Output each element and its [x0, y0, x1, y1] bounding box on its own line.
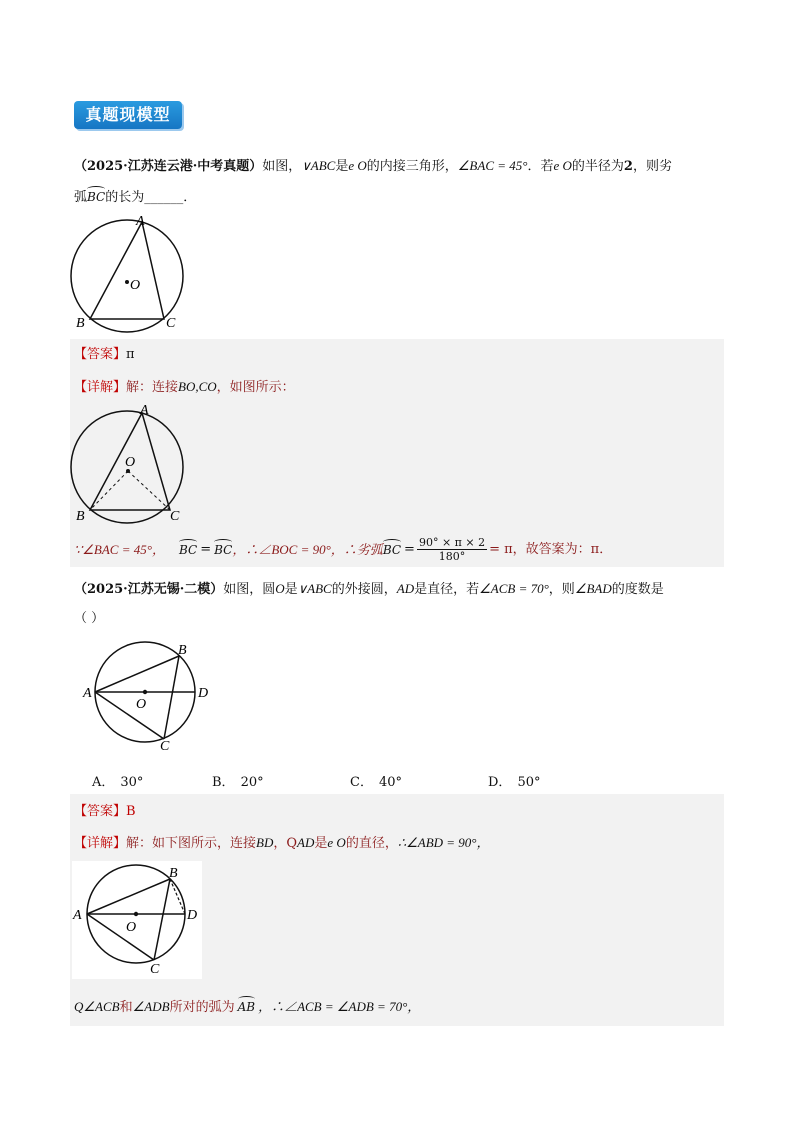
q1-label-C: C: [166, 316, 176, 331]
q1-label-A: A: [136, 214, 145, 229]
ans2-segment-BC: [154, 879, 170, 960]
ans1-calc-c: =: [404, 541, 415, 557]
ans2-last-e: ，∴∠ACB = ∠ADB = 70°，: [258, 999, 421, 1014]
ans2-last-c: ∠ADB: [132, 999, 170, 1014]
ans2-detail-line: [74, 834, 490, 853]
q2-angle: ∠ACB = 70°: [479, 581, 549, 596]
ans2-label-A: A: [73, 908, 82, 923]
q1-circ2: e O: [553, 158, 572, 173]
ans1-detail-vars: BO,CO: [178, 379, 217, 394]
ans1-answer-value: π: [126, 347, 135, 362]
q1-text-b: 是: [335, 159, 349, 174]
ans1-calc-line: [74, 536, 612, 563]
ans1-segment-BO: [90, 471, 128, 510]
q2-text-a: 如图，圆: [223, 582, 276, 597]
q2-line2: （ ）: [74, 611, 105, 626]
ans2-detail-d: 的直径，: [345, 836, 398, 851]
ans1-detail-line: [74, 378, 295, 397]
ans2-circ: e O: [327, 835, 346, 850]
ans1-label-C: C: [170, 509, 180, 524]
ans1-label-B: B: [76, 509, 85, 524]
ans1-calc-b: ，∴∠BOC = 90°，∴劣弧: [232, 541, 383, 557]
q2-option-b-value: 20°: [240, 775, 264, 790]
q2-option-d[interactable]: [488, 771, 540, 790]
q2-option-c-value: 40°: [378, 775, 402, 790]
ans1-detail-end: ，如图所示：: [216, 380, 295, 395]
q2-angle2: ∠BAD: [574, 581, 612, 596]
q1-line2-a: 弧: [74, 190, 88, 205]
q2-text-d: 是直径，若: [414, 582, 480, 597]
ans1-frac-num: 90° × π × 2: [418, 536, 486, 549]
q2-option-b-letter: B．: [212, 775, 235, 790]
q2-text-f: 的度数是: [611, 582, 664, 597]
q1-text-d: ．若: [527, 159, 554, 174]
ans2-answer-value: B: [126, 804, 136, 819]
ans2-label-C: C: [150, 962, 160, 977]
ans2-last-a: Q∠ACB: [74, 999, 120, 1014]
q2-figure: [80, 636, 220, 756]
ans1-figure: [66, 400, 191, 525]
ans2-last-arc: AB: [237, 1000, 256, 1014]
q2-option-c-letter: C．: [350, 775, 373, 790]
q2-option-d-value: 50°: [517, 775, 541, 790]
ans1-detail-tag: 【详解】: [74, 380, 127, 395]
ans1-calc-arc1: BC: [178, 542, 198, 557]
ans2-last-line: [74, 998, 420, 1017]
q1-triangle: [90, 222, 164, 319]
ans1-frac-den: 180°: [438, 550, 466, 563]
q1-figure: [66, 212, 191, 337]
q1-source: （2025·江苏连云港·中考真题）: [74, 159, 263, 174]
q2-option-d-letter: D．: [488, 775, 512, 790]
ans1-answer-tag: 【答案】: [74, 347, 127, 362]
q1-text-e: 的半径为: [571, 159, 624, 174]
q2-ad: AD: [396, 581, 415, 596]
q1-line2-b: 的长为: [105, 190, 145, 205]
q1-blank: ______: [144, 190, 184, 205]
ans2-center-dot: [134, 912, 138, 916]
ans2-bd: BD: [256, 835, 274, 850]
q2-text-c: 的外接圆，: [331, 582, 397, 597]
ans1-calc-eq: =: [200, 541, 212, 557]
q2-line1: [74, 580, 664, 599]
q1-tri: ∨ABC: [301, 158, 336, 173]
q2-center-dot: [143, 690, 147, 694]
ans1-label-O: O: [125, 455, 136, 470]
ans1-calc-d: = π，故答案为：π．: [489, 541, 613, 557]
ans2-label-B: B: [169, 866, 178, 881]
ans2-segment-AB: [87, 879, 170, 914]
q2-option-a[interactable]: [92, 771, 143, 790]
section-badge: 真题现模型: [74, 101, 182, 129]
q1-arc-label: BC: [87, 190, 106, 204]
ans1-fraction: [417, 536, 487, 563]
ans2-segment-AC: [87, 914, 154, 960]
ans2-last-d: 所对的弧为: [169, 1000, 235, 1015]
q2-text-e: ，则: [548, 582, 575, 597]
q1-text-f: ，则劣: [632, 159, 672, 174]
ans2-label-O: O: [126, 920, 137, 935]
ans1-label-A: A: [140, 403, 149, 418]
q2-label-O: O: [136, 697, 147, 712]
q1-center-dot: [125, 280, 129, 284]
ans2-answer-line: [74, 803, 136, 821]
ans2-detail-c: 是: [314, 836, 328, 851]
q2-source: （2025·江苏无锡·二模）: [74, 582, 224, 597]
q2-option-c[interactable]: [350, 771, 402, 790]
ans2-label-D: D: [187, 908, 198, 923]
ans2-answer-tag: 【答案】: [74, 804, 127, 819]
ans2-segment-BD: [170, 879, 185, 914]
ans2-last-b: 和: [119, 1000, 133, 1015]
ans2-detail-tag: 【详解】: [74, 836, 127, 851]
ans1-calc-arc2: BC: [214, 542, 233, 557]
q1-radius: 2: [623, 159, 633, 174]
q2-segment-AB: [95, 656, 179, 692]
q2-option-a-letter: A．: [92, 775, 115, 790]
ans2-detail-e: ∴∠ABD = 90°，: [397, 835, 490, 850]
q2-text-b: 是: [284, 582, 298, 597]
q1-line2-c: ．: [183, 190, 197, 205]
q1-line1: [74, 157, 672, 176]
q2-label-B: B: [178, 643, 187, 658]
ans2-detail-b: ，Q: [273, 836, 298, 851]
ans1-calc-a: ∵∠BAC = 45°，: [74, 541, 165, 557]
q2-label-D: D: [198, 686, 209, 701]
ans1-calc-arc3: BC: [382, 542, 402, 557]
ans1-detail-text: 解：连接: [126, 380, 179, 395]
q1-text-c: 的内接三角形，: [366, 159, 458, 174]
q2-segment-AC: [95, 692, 164, 739]
q1-label-B: B: [76, 316, 85, 331]
q2-option-a-value: 30°: [120, 775, 144, 790]
q1-angle: ∠BAC = 45°: [457, 158, 528, 173]
q2-segment-BC: [164, 656, 179, 739]
ans1-answer-line: [74, 346, 135, 364]
q2-o: O: [275, 581, 285, 596]
q2-tri: ∨ABC: [297, 581, 332, 596]
q2-label-A: A: [83, 686, 92, 701]
ans2-ad: AD: [297, 835, 315, 850]
q2-option-b[interactable]: [212, 771, 264, 790]
q1-label-O: O: [130, 278, 141, 293]
q1-text-a: 如图，: [262, 159, 302, 174]
q1-circ: e O: [348, 158, 367, 173]
q1-line2: [74, 188, 196, 207]
q2-label-C: C: [160, 739, 170, 754]
ans2-detail-a: 解：如下图所示，连接: [126, 836, 257, 851]
ans2-figure: [72, 861, 202, 979]
